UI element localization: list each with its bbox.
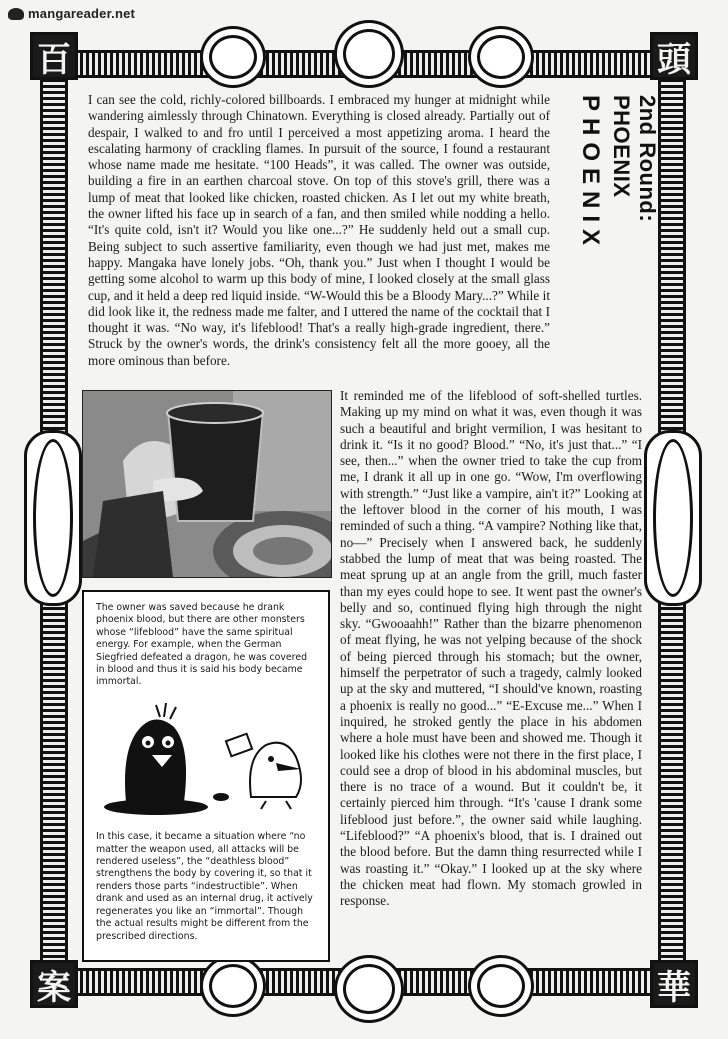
corner-glyph-bottom-left: 案 bbox=[30, 960, 78, 1008]
watermark-text: mangareader.net bbox=[28, 6, 136, 21]
site-logo-icon bbox=[8, 8, 24, 20]
bottom-knot-ornament-center bbox=[334, 955, 404, 1023]
corner-glyph-top-right: 頭 bbox=[650, 32, 698, 80]
note-illustration bbox=[96, 697, 322, 817]
main-text: I can see the cold, richly-colored billboards. I embraced my hunger at midnight while wandering aimlessly through Chinatown. Everything is closed already. Partially out of despair, I walked to and fro until I perceived a most appetizing aroma. I heard the escalating harmony of crackling flames. In pursuit of the source, I found a restaurant whose name made me hesitate. “100 Heads”, it was called. The owner was outside, building a fire in an earthen charcoal stove. On top of this stove's grill, there was a lump of meat that looked like chicken, roasted chicken. As I let out my white breath, the owner lifted his face up in search of a fan, and then smiled while nodding a hello. “It's quite cold, isn't it? Would you like one...?” He suddenly held out a small cup. Being subject to such assertive familiarity, even though we had just met, makes me happy. Mangaka have lonely jobs. “Oh, thank you.” Just when I thought I would be getting some alcohol to warm up this body of mine, I looked closely at the small glass cup, and it held a deep red liquid inside. “W-Would this be a Bloody Mary...?” While it did look like it, the redness made me falter, and I uttered the name of the cocktail that I thought it was. “No way, it's lifeblood! That's a really high-grade ingredient, there.” Struck by the owner's words, the drink's consistency felt all the more gooey, all the more ominous than before. bbox=[88, 92, 550, 368]
note-paragraph-2: In this case, it became a situation where “no matter the weapon used, all attacks will be rendered useless”, the “deathless blood” strengthens the body by covering it, so that it renders those parts “indestructible”. When drank and used as an internal drug, it actively regenerates you like an “immortal”. Though the actual results might be different from the prescribed directions. bbox=[96, 831, 313, 942]
top-knot-ornament-right bbox=[468, 26, 534, 88]
corner-glyph-top-left: 百 bbox=[30, 32, 78, 80]
photo-cup-of-blood bbox=[82, 390, 332, 578]
top-knot-ornament-left bbox=[200, 26, 266, 88]
left-knot-ornament bbox=[24, 430, 82, 606]
chapter-title bbox=[566, 95, 660, 295]
side-note-box bbox=[82, 590, 330, 962]
round-title: 2nd Round: PHOENIX bbox=[609, 95, 660, 223]
right-column-text: It reminded me of the lifeblood of soft-shelled turtles. Making up my mind on what it was, even though it was such a beautiful and bright vermilion, I was hesitant to drink it. “Is it no good? Blood.” “No, it's just that...” “I see, then...” when the owner tried to take the cup from me, I drank it all up in one go. “Wow, I'm overflowing with strength.” “Just like a vampire, ain't it?” Looking at the leftover blood in the corner of his mouth, I was reminded of such a thing. “A vampire? Nothing like that, no—” Precisely when I answered back, he suddenly stabbed the lump of meat that was being roasted. The meat sprung up at an angle from the grill, much faster than my eyes could hope to see. It went past the owner's belly and so, continued flying high through the night sky. “Gwooaahh!” Rather than the bizarre phenomenon of meat flying, he was not yelping because of the shock of being pierced through his stomach; but the owner, himself the perpetrator of such a tragedy, calmly looked up at the sky and muttered, “I should've known, roasting a phoenix is really no good...” “E-Excuse me...” When I inquired, he stroked gently the place in his abdomen where a hole must have been and showed me. Though it looked like his clothes were not there in the first place, I could see a drop of blood in his abdominal muscles, but there is no trace of a wound. But it couldn't be, it certainly pierced him through. “It's 'cause I drank some lifeblood just before.”, the owner said while laughing. “Lifeblood?” “A phoenix's blood, that is. I drained out the blood before. But the damn thing resurrected while I was roasting it.” “Okay.” I looked up at the sky where the chicken meat had flown. My stomach growled in response. bbox=[340, 388, 642, 909]
chapter-name: PHOENIX bbox=[577, 95, 604, 253]
watermark bbox=[8, 6, 135, 21]
note-paragraph-1: The owner was saved because he drank phoenix blood, but there are other monsters whose “lifeblood” have the same spiritual energy. For example, when the German Siegfried defeated a dragon, he was covered in blood and thus it is said his body became immortal. bbox=[96, 602, 308, 688]
bottom-knot-ornament-left bbox=[200, 955, 266, 1017]
corner-glyph-bottom-right: 華 bbox=[650, 960, 698, 1008]
bottom-knot-ornament-right bbox=[468, 955, 534, 1017]
right-knot-ornament bbox=[644, 430, 702, 606]
top-knot-ornament-center bbox=[334, 20, 404, 88]
photo-illustration bbox=[83, 391, 331, 577]
